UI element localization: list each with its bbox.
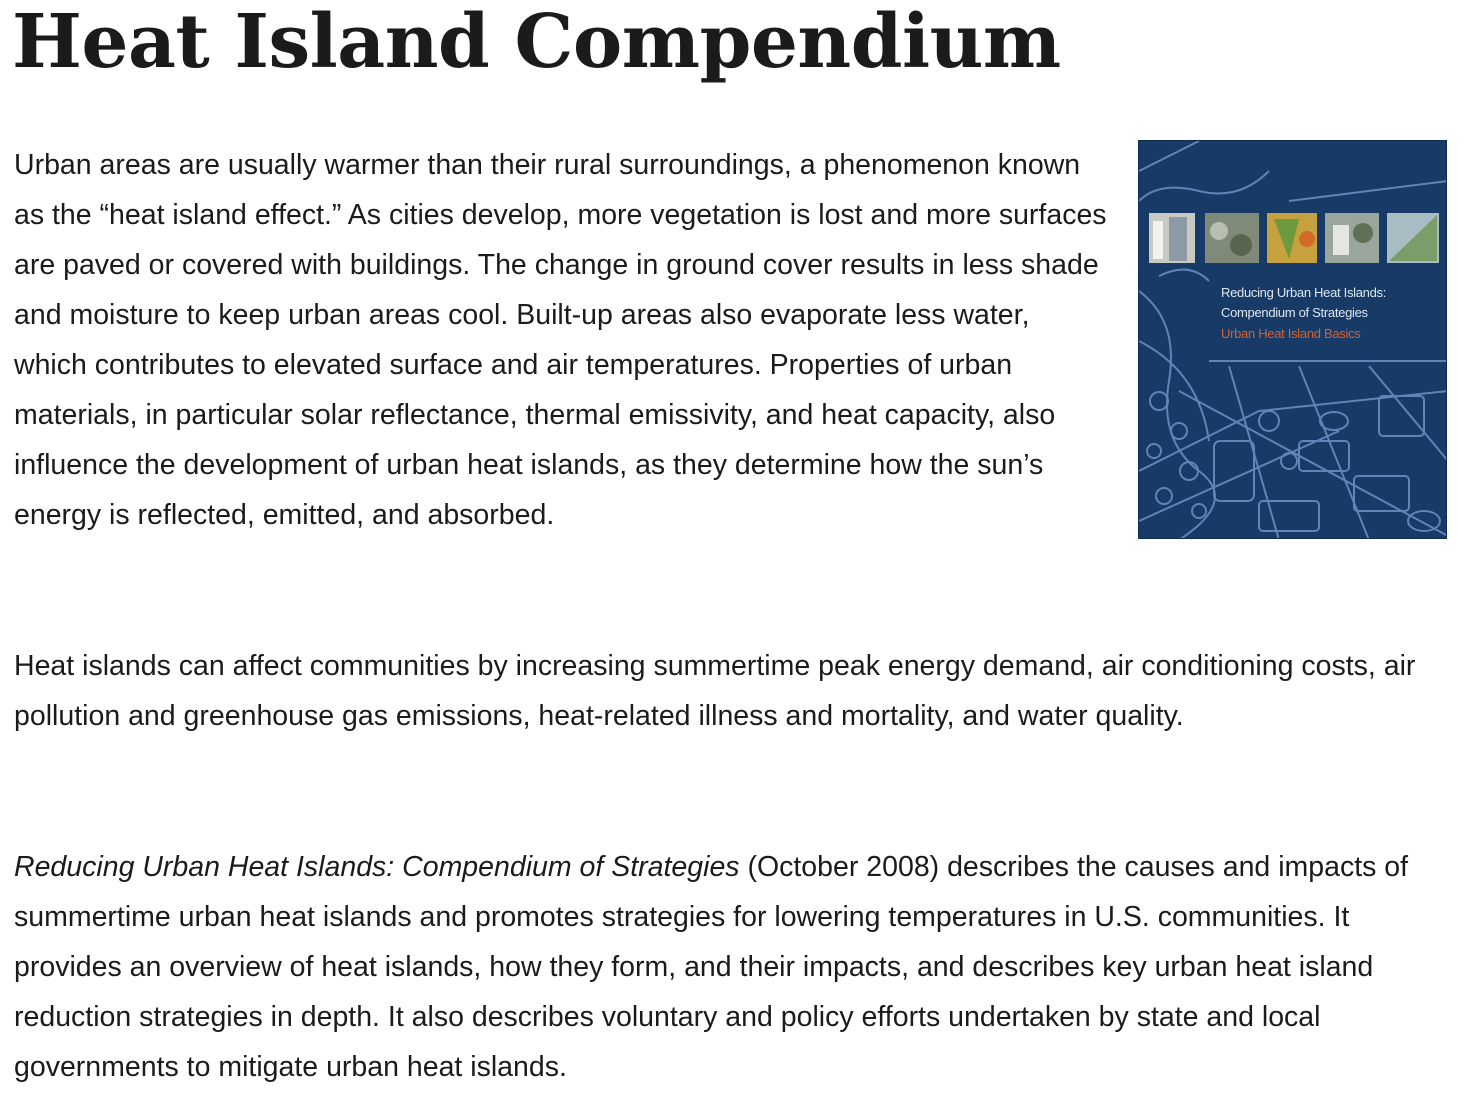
cover-title-block xyxy=(1221,283,1443,345)
cover-title-line-2: Compendium of Strategies xyxy=(1221,305,1368,320)
cover-title-line-1: Reducing Urban Heat Islands: xyxy=(1221,285,1387,300)
intro-paragraph: Urban areas are usually warmer than their rural surroundings, a phenomenon known as the “heat island effect.” As cities develop, more vegetation is lost and more surfaces are paved or covered with buildings. The change in ground cover results in less shade and moisture to keep urban areas cool. Built-up areas also evaporate less water, which contributes to elevated surface and air temperatures. Properties of urban materials, in particular solar reflectance, thermal emissivity, and heat capacity, also influence the development of urban heat islands, as they determine how the sun’s energy is reflected, emitted, and absorbed. xyxy=(14,149,1107,531)
compendium-description-text: (October 2008) describes the causes and impacts of summertime urban heat islands and promotes strategies for lowering temperatures in U.S. communities. It provides an overview of heat islands, how they form, and their impacts, and describes key urban heat island reduction strategies in depth. It also describes voluntary and policy efforts undertaken by state and local governments to mitigate urban heat islands. xyxy=(14,851,1409,1083)
impacts-paragraph: Heat islands can affect communities by increasing summertime peak energy demand, air conditioning costs, air pollution and greenhouse gas emissions, heat-related illness and mortality, and water quality. xyxy=(14,650,1416,732)
compendium-description-paragraph xyxy=(14,842,1454,1092)
cover-subtitle: Urban Heat Island Basics xyxy=(1221,326,1361,341)
page-title: Heat Island Compendium xyxy=(12,0,1061,85)
compendium-cover-image xyxy=(1138,140,1447,539)
cover-photo-strip xyxy=(1149,213,1439,263)
compendium-title-citation: Reducing Urban Heat Islands: Compendium of Strategies xyxy=(14,851,740,883)
